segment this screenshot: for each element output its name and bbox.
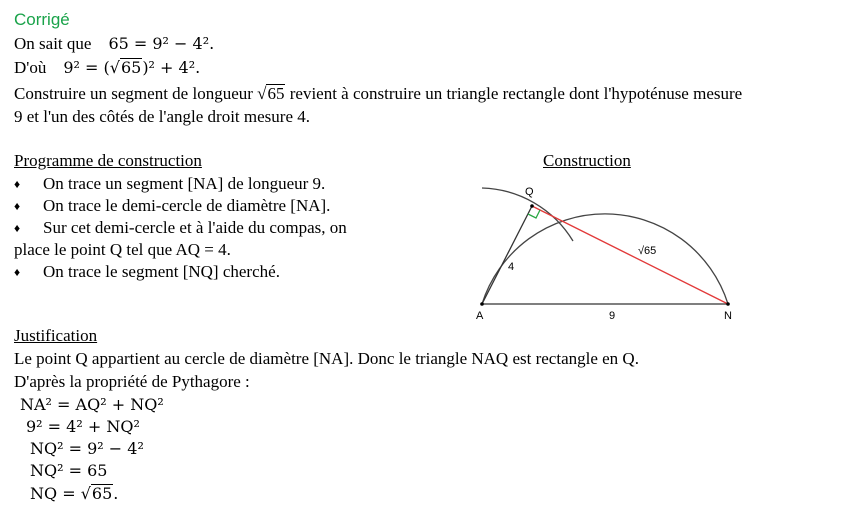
equation: NA² = AQ² + NQ² — [20, 395, 164, 414]
construction-figure — [470, 176, 770, 326]
program-step: ♦ Sur cet demi-cercle et à l'aide du compas, on — [14, 218, 347, 237]
segment-nq — [532, 206, 728, 304]
page-title: Corrigé — [14, 10, 70, 29]
program-step: ♦ On trace un segment [NA] de longueur 9. — [14, 174, 326, 193]
equation: 65 = 9² − 4². — [108, 34, 215, 53]
justification-heading: Justification — [14, 326, 98, 345]
diamond-icon: ♦ — [14, 221, 21, 235]
label-aq: 4 — [508, 261, 515, 273]
intro-line-3: Construire un segment de longueur √65 revient à construire un triangle rectangle dont l'hypoténuse mesure — [14, 84, 743, 103]
label-an: 9 — [609, 310, 616, 322]
intro-line-1: On sait que 65 = 9² − 4². — [14, 34, 215, 53]
intro-line-2: D'où 9² = (√65)² + 4². — [14, 58, 201, 77]
justification-line-2: D'après la propriété de Pythagore : — [14, 372, 250, 391]
program-step: ♦ On trace le segment [NQ] cherché. — [14, 262, 280, 281]
diamond-icon: ♦ — [14, 199, 21, 213]
label-a: A — [476, 310, 484, 322]
equation: NQ² = 65 — [30, 461, 108, 480]
diamond-icon: ♦ — [14, 265, 21, 279]
label-q: Q — [525, 186, 534, 198]
point-n — [726, 302, 730, 306]
equation: 9² = (√65)² + 4². — [63, 58, 201, 77]
equation: 9² = 4² + NQ² — [26, 417, 140, 436]
program-step: ♦ On trace le demi-cercle de diamètre [NA]. — [14, 196, 331, 215]
intro-line-4: 9 et l'un des côtés de l'angle droit mesure 4. — [14, 107, 310, 126]
program-step-continued: place le point Q tel que AQ = 4. — [14, 240, 231, 259]
construction-heading: Construction — [543, 151, 631, 170]
label-nq: √65 — [638, 245, 657, 257]
point-a — [480, 302, 484, 306]
diamond-icon: ♦ — [14, 177, 21, 191]
justification-line-1: Le point Q appartient au cercle de diamètre [NA]. Donc le triangle NAQ est rectangle en Q. — [14, 349, 639, 368]
segment-aq — [482, 206, 532, 304]
label-n: N — [724, 310, 732, 322]
semicircle — [482, 214, 728, 304]
equation: NQ = √65. — [30, 484, 119, 503]
point-q — [530, 204, 534, 208]
program-heading: Programme de construction — [14, 151, 202, 170]
equation: NQ² = 9² − 4² — [30, 439, 144, 458]
